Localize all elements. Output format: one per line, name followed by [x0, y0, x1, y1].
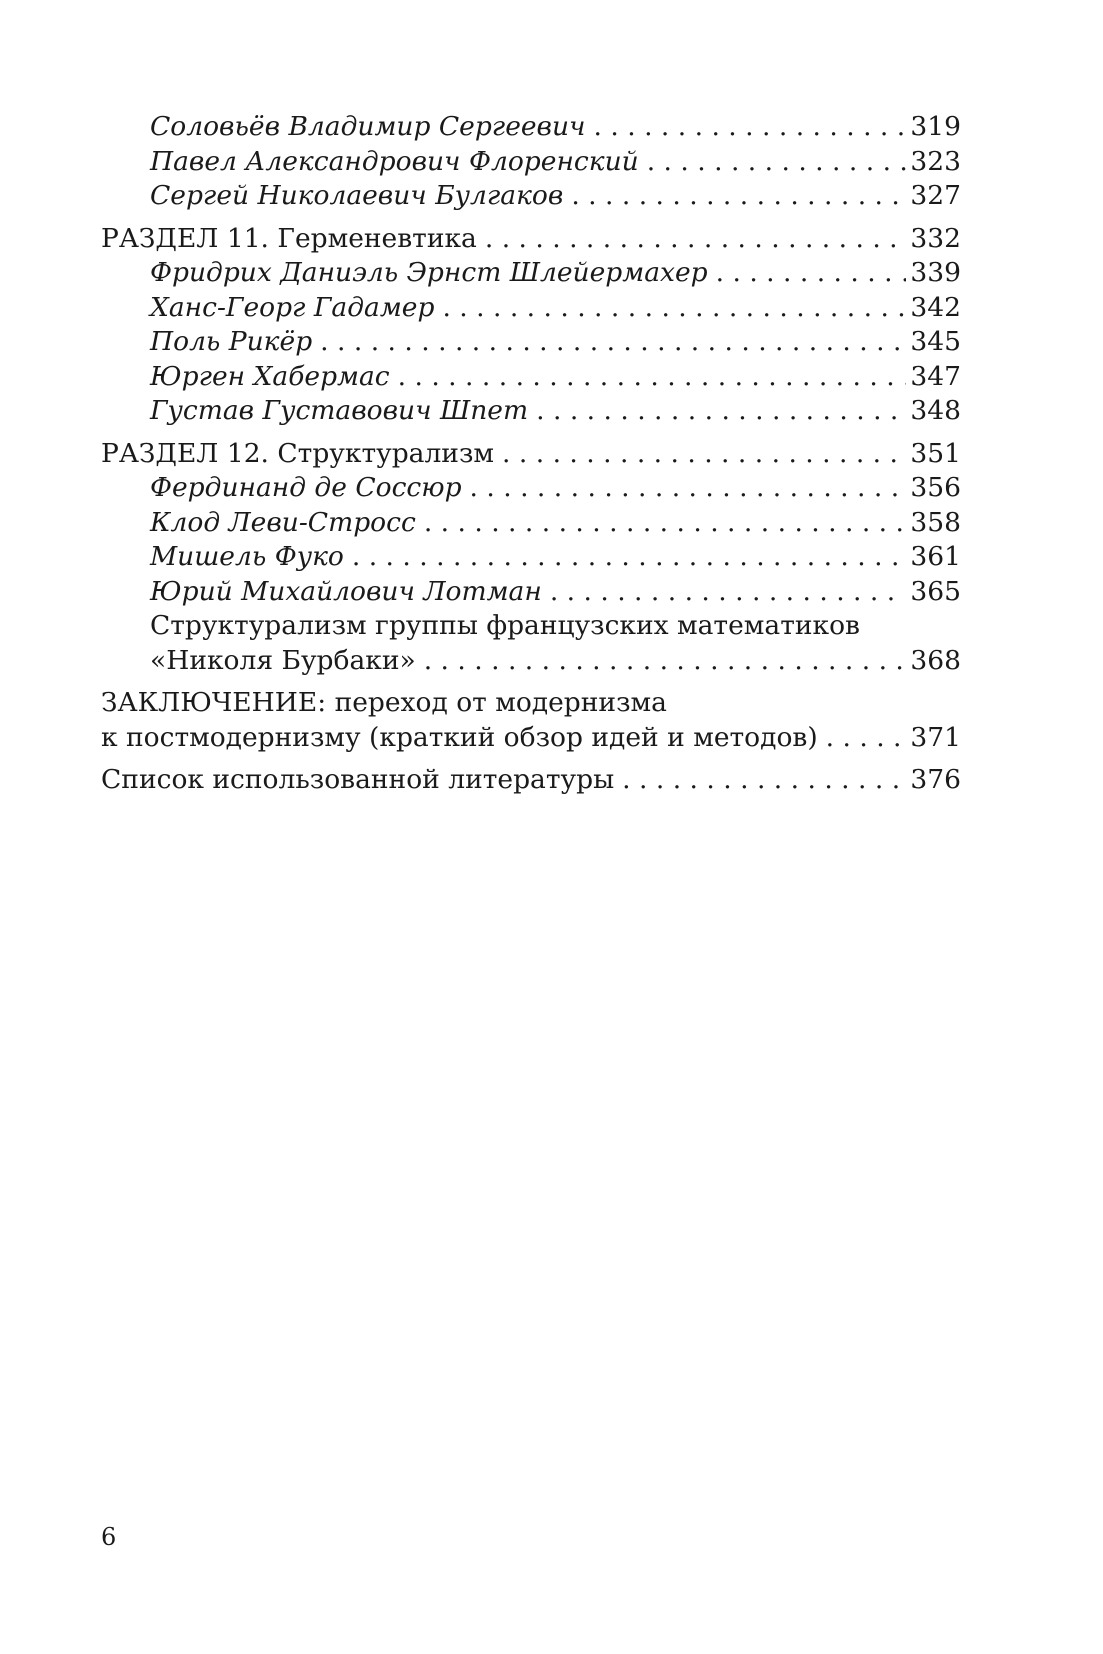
- toc-entry[interactable]: [101, 179, 961, 214]
- leader-dots: [398, 360, 907, 395]
- toc-entry[interactable]: [101, 325, 961, 360]
- toc-entry[interactable]: [101, 471, 961, 506]
- toc-entry[interactable]: [101, 763, 961, 798]
- toc-entry-title: ЗАКЛЮЧЕНИЕ: переход от модернизма: [101, 687, 667, 718]
- toc-entry-page: 365: [910, 575, 961, 607]
- leader-dots: [826, 721, 907, 756]
- toc-entry-page: 345: [910, 326, 961, 357]
- toc-entry-title: Юрген Хабермас: [150, 360, 390, 392]
- toc-entry-title: Юрий Михайлович Лотман: [150, 575, 542, 607]
- leader-dots: [571, 179, 906, 214]
- toc-entry-title: Структурализм группы французских математиков: [150, 610, 860, 641]
- leader-dots: [550, 575, 907, 610]
- table-of-contents: [101, 110, 961, 798]
- toc-entry-page: 356: [910, 472, 961, 503]
- toc-entry-page: 376: [910, 764, 961, 795]
- leader-dots: [647, 145, 907, 180]
- leader-dots: [424, 506, 907, 541]
- toc-entry-title: «Николя Бурбаки»: [150, 644, 416, 676]
- toc-entry-title: Фердинанд де Соссюр: [150, 472, 462, 503]
- leader-dots: [352, 540, 907, 575]
- toc-entry-title: Мишель Фуко: [150, 541, 344, 572]
- toc-entry-title: Павел Александрович Флоренский: [150, 145, 639, 177]
- toc-entry-page: 323: [910, 145, 961, 177]
- toc-entry-title: к постмодернизму (краткий обзор идей и методов): [101, 721, 818, 753]
- toc-entry[interactable]: [101, 256, 961, 291]
- toc-entry[interactable]: [101, 145, 961, 180]
- leader-dots: [485, 222, 907, 257]
- toc-entry-title: Сергей Николаевич Булгаков: [150, 180, 564, 211]
- leader-dots: [622, 763, 906, 798]
- toc-entry-line: [101, 609, 961, 644]
- toc-entry-title: Фридрих Даниэль Эрнст Шлейермахер: [150, 257, 708, 288]
- leader-dots: [424, 644, 907, 679]
- leader-dots: [442, 291, 906, 326]
- toc-entry-line: [101, 644, 961, 679]
- leader-dots: [470, 471, 907, 506]
- toc-entry-page: 319: [910, 111, 961, 142]
- toc-entry-page: 327: [910, 180, 961, 211]
- toc-entry-title: Густав Густавович Шпет: [150, 395, 529, 426]
- toc-entry[interactable]: [101, 291, 961, 326]
- toc-entry-page: 332: [910, 222, 961, 254]
- toc-entry[interactable]: [101, 540, 961, 575]
- toc-entry-title: РАЗДЕЛ 11. Герменевтика: [101, 222, 477, 254]
- toc-entry[interactable]: [101, 394, 961, 429]
- toc-section-heading[interactable]: [101, 437, 961, 472]
- toc-entry[interactable]: [101, 360, 961, 395]
- toc-entry-page: 371: [910, 721, 961, 753]
- leader-dots: [536, 394, 906, 429]
- toc-entry-title: Ханс-Георг Гадамер: [150, 291, 435, 323]
- leader-dots: [594, 110, 907, 145]
- toc-section-heading[interactable]: [101, 222, 961, 257]
- toc-entry-page: 358: [910, 506, 961, 538]
- toc-entry-title: Список использованной литературы: [101, 764, 615, 795]
- toc-entry-title: Поль Рикёр: [150, 326, 313, 357]
- toc-entry-page: 368: [910, 644, 961, 676]
- toc-entry[interactable]: [101, 575, 961, 610]
- toc-entry-title: РАЗДЕЛ 12. Структурализм: [101, 437, 495, 469]
- toc-entry-line: [101, 686, 961, 721]
- toc-entry[interactable]: [101, 110, 961, 145]
- toc-entry-page: 342: [910, 291, 961, 323]
- toc-entry-page: 348: [910, 395, 961, 426]
- leader-dots: [502, 437, 906, 472]
- toc-entry-multiline[interactable]: [101, 686, 961, 755]
- toc-entry-line: [101, 721, 961, 756]
- toc-entry-page: 351: [910, 437, 961, 469]
- toc-entry[interactable]: [101, 506, 961, 541]
- toc-entry-page: 347: [910, 360, 961, 392]
- toc-entry-title: Соловьёв Владимир Сергеевич: [150, 111, 586, 142]
- toc-entry-multiline[interactable]: [101, 609, 961, 678]
- toc-entry-page: 339: [910, 257, 961, 288]
- leader-dots: [716, 256, 907, 291]
- toc-entry-title: Клод Леви-Стросс: [150, 506, 416, 538]
- leader-dots: [320, 325, 906, 360]
- page-number: 6: [101, 1523, 117, 1551]
- toc-entry-page: 361: [910, 541, 961, 572]
